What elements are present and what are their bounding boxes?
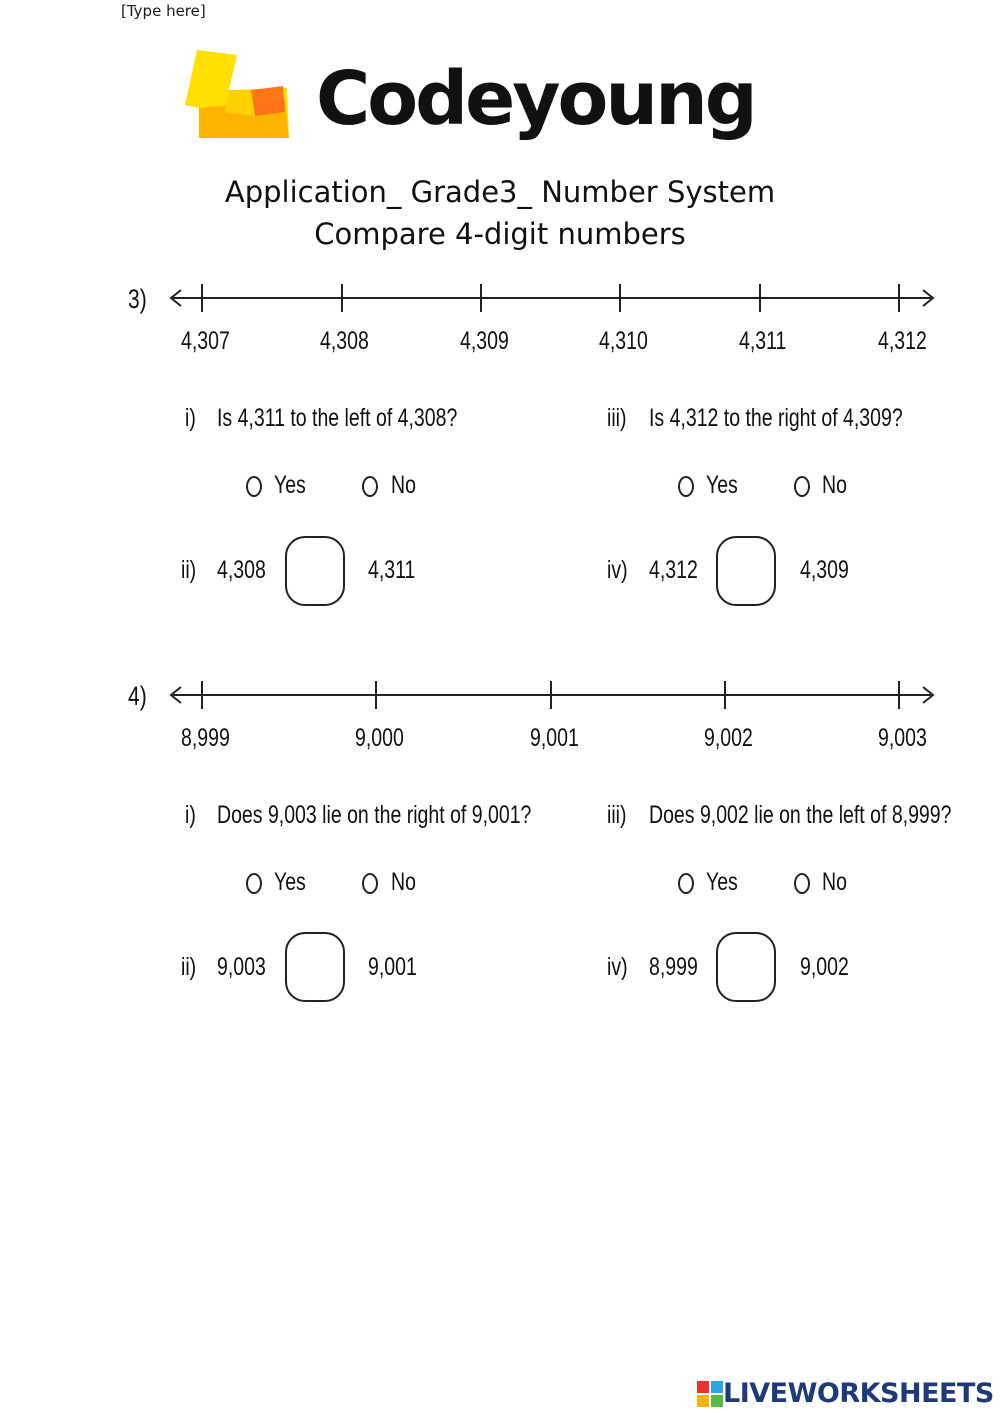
compare-right-value: 9,002	[800, 953, 849, 981]
option-no-label: No	[391, 868, 416, 896]
tick-label: 9,000	[355, 724, 404, 752]
tick-label: 8,999	[181, 724, 230, 752]
part-label: i)	[185, 801, 196, 829]
liveworksheets-logo	[697, 1378, 994, 1409]
tick-label: 4,312	[878, 327, 927, 355]
compare-right-value: 4,311	[368, 556, 416, 584]
worksheet-subtitle: Compare 4-digit numbers	[314, 217, 686, 251]
radio-no[interactable]	[362, 476, 378, 497]
comparison-answer-box[interactable]	[716, 536, 776, 606]
number-line-q3	[165, 280, 940, 320]
question-text: Does 9,003 lie on the right of 9,001?	[217, 801, 532, 829]
compare-right-value: 4,309	[800, 556, 849, 584]
part-label: ii)	[181, 953, 197, 981]
part-label: iv)	[607, 556, 628, 584]
question-number: 3)	[128, 284, 147, 314]
radio-no[interactable]	[794, 476, 810, 497]
liveworksheets-grid-icon	[697, 1381, 723, 1407]
compare-left-value: 9,003	[217, 953, 266, 981]
compare-left-value: 8,999	[649, 953, 698, 981]
tick-label: 9,001	[530, 724, 579, 752]
compare-left-value: 4,312	[649, 556, 698, 584]
compare-left-value: 4,308	[217, 556, 266, 584]
option-no-label: No	[822, 471, 847, 499]
codeyoung-wordmark: Codeyoung	[316, 56, 755, 142]
part-label: iii)	[607, 801, 627, 829]
codeyoung-logo-icon	[185, 50, 290, 140]
radio-yes[interactable]	[678, 476, 694, 497]
liveworksheets-wordmark: LIVEWORKSHEETS	[723, 1378, 994, 1409]
part-label: iv)	[607, 953, 628, 981]
option-no-label: No	[822, 868, 847, 896]
question-text: Is 4,312 to the right of 4,309?	[649, 404, 903, 432]
comparison-answer-box[interactable]	[285, 536, 345, 606]
comparison-answer-box[interactable]	[716, 932, 776, 1002]
question-number: 4)	[128, 681, 147, 711]
comparison-answer-box[interactable]	[285, 932, 345, 1002]
radio-yes[interactable]	[246, 476, 262, 497]
question-text: Is 4,311 to the left of 4,308?	[217, 404, 458, 432]
option-yes-label: Yes	[706, 471, 738, 499]
tick-label: 4,310	[599, 327, 648, 355]
radio-no[interactable]	[362, 873, 378, 894]
number-line-q4	[165, 677, 940, 717]
part-label: ii)	[181, 556, 197, 584]
header-placeholder-note: [Type here]	[121, 2, 206, 20]
tick-label: 4,307	[181, 327, 230, 355]
tick-label: 4,309	[460, 327, 509, 355]
tick-label: 9,003	[878, 724, 927, 752]
radio-no[interactable]	[794, 873, 810, 894]
tick-label: 4,308	[320, 327, 369, 355]
radio-yes[interactable]	[678, 873, 694, 894]
radio-yes[interactable]	[246, 873, 262, 894]
part-label: i)	[185, 404, 196, 432]
tick-label: 9,002	[704, 724, 753, 752]
option-yes-label: Yes	[274, 471, 306, 499]
option-no-label: No	[391, 471, 416, 499]
question-text: Does 9,002 lie on the left of 8,999?	[649, 801, 952, 829]
option-yes-label: Yes	[274, 868, 306, 896]
part-label: iii)	[607, 404, 627, 432]
tick-label: 4,311	[739, 327, 787, 355]
option-yes-label: Yes	[706, 868, 738, 896]
compare-right-value: 9,001	[368, 953, 417, 981]
worksheet-title: Application_ Grade3_ Number System	[224, 175, 776, 209]
